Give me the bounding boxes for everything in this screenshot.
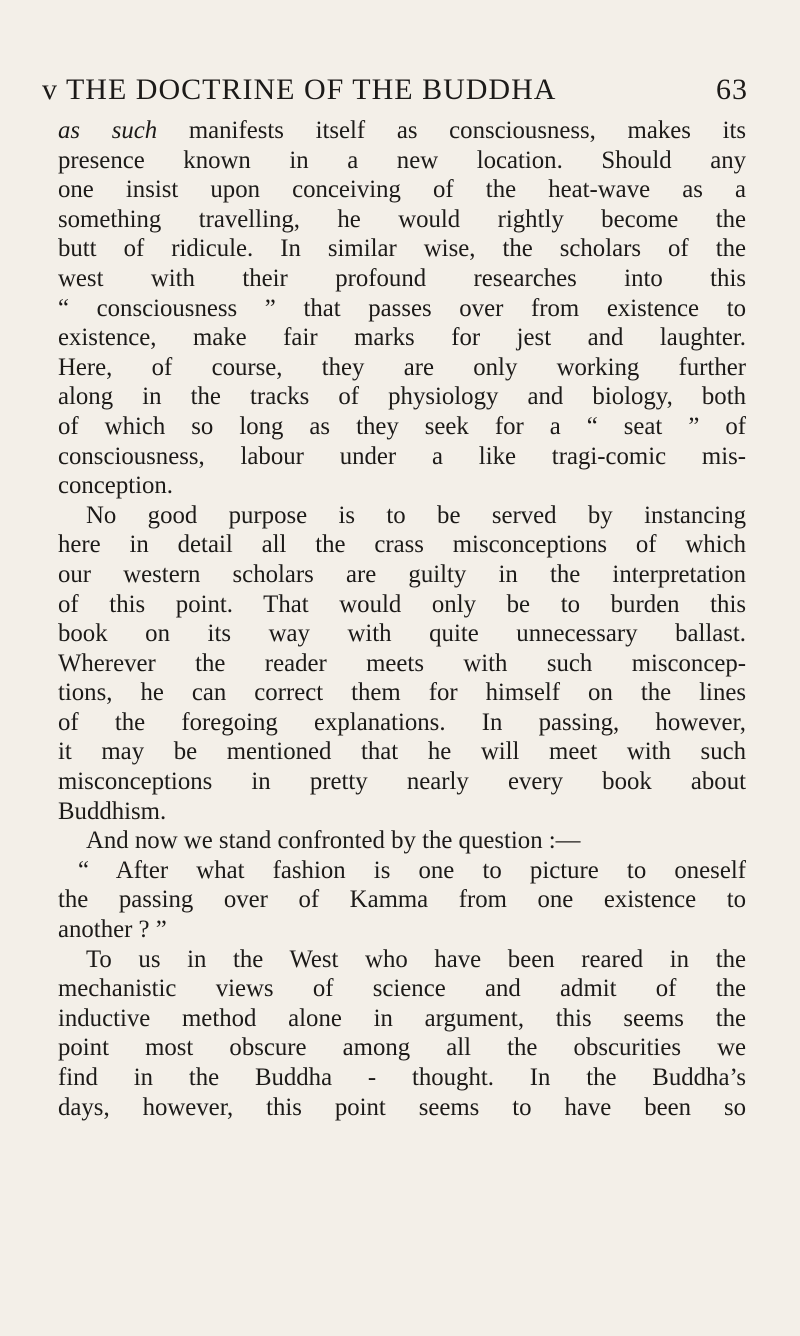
text-line (58, 856, 746, 886)
text-line (58, 1004, 746, 1034)
line-text: of the foregoing explanations. In passing, however, (58, 708, 746, 736)
line-text: our western scholars are guilty in the interpretation (58, 560, 746, 588)
text-line (58, 382, 746, 412)
line-text: inductive method alone in argument, this seems the (58, 1004, 746, 1032)
text-line (58, 442, 746, 472)
line-text: Wherever the reader meets with such misconcep- (58, 649, 746, 677)
text-line (58, 353, 746, 383)
line-text: manifests itself as consciousness, makes its (157, 117, 746, 144)
text-line (58, 412, 746, 442)
text-line (58, 974, 746, 1004)
running-head (40, 68, 748, 112)
line-text: misconceptions in pretty nearly every book about (58, 768, 746, 796)
line-text: “ consciousness ” that passes over from existence to (58, 294, 746, 322)
line-text: of this point. That would only be to burden this (58, 590, 746, 618)
text-line (58, 323, 746, 353)
text-line (58, 708, 746, 738)
text-line (58, 501, 746, 531)
chapter-title: THE DOCTRINE OF THE BUDDHA (65, 73, 557, 106)
text-line (58, 797, 746, 827)
page-number: 63 (716, 73, 748, 106)
line-text: something travelling, he would rightly become the (58, 205, 746, 233)
line-text: No good purpose is to be served by instancing (86, 501, 746, 529)
text-line (58, 264, 746, 294)
text-line (58, 116, 746, 146)
chapter-number: v (42, 73, 58, 106)
body-text (58, 116, 746, 1122)
line-text: butt of ridicule. In similar wise, the scholars of the (58, 235, 746, 263)
text-line (58, 649, 746, 679)
line-text: Here, of course, they are only working further (58, 353, 746, 381)
line-text: To us in the West who have been reared in the (86, 945, 746, 973)
text-line (58, 915, 746, 945)
line-text: it may be mentioned that he will meet with such (58, 738, 746, 766)
text-line (58, 530, 746, 560)
italic-phrase: as such (58, 117, 158, 144)
text-line (58, 619, 746, 649)
text-line (58, 294, 746, 324)
text-line (58, 885, 746, 915)
text-line (58, 826, 746, 856)
line-text: mechanistic views of science and admit of the (58, 975, 746, 1003)
line-text: And now we stand confronted by the question :— (86, 827, 581, 855)
line-text: the passing over of Kamma from one existence to (58, 886, 746, 914)
text-line (58, 146, 746, 176)
text-line (58, 767, 746, 797)
line-text: existence, make fair marks for jest and laughter. (58, 324, 746, 352)
text-line (58, 1093, 746, 1123)
line-text: consciousness, labour under a like tragi-comic mis- (58, 442, 746, 470)
line-text: along in the tracks of physiology and biology, both (58, 383, 746, 411)
line-text: another ? ” (58, 916, 167, 944)
line-text: west with their profound researches into this (58, 264, 746, 292)
book-page (40, 68, 748, 1122)
text-line (58, 234, 746, 264)
line-text: point most obscure among all the obscurities we (58, 1034, 746, 1062)
line-text: here in detail all the crass misconceptions of which (58, 531, 746, 559)
line-text: days, however, this point seems to have been so (58, 1093, 746, 1121)
text-line (58, 175, 746, 205)
text-line (58, 1063, 746, 1093)
text-line (58, 590, 746, 620)
line-text: of which so long as they seek for a “ seat ” of (58, 412, 746, 440)
line-text: tions, he can correct them for himself on the lines (58, 679, 746, 707)
line-text: “ After what fashion is one to picture to oneself (78, 856, 746, 884)
text-line (58, 737, 746, 767)
text-line (58, 471, 746, 501)
line-text: one insist upon conceiving of the heat-wave as a (58, 176, 746, 204)
line-text: conception. (58, 472, 173, 500)
line-text: find in the Buddha - thought. In the Buddha’s (58, 1064, 746, 1091)
text-line (58, 678, 746, 708)
text-line (58, 205, 746, 235)
line-text: presence known in a new location. Should any (58, 146, 746, 174)
line-text: book on its way with quite unnecessary ballast. (58, 620, 746, 648)
text-line (58, 560, 746, 590)
text-line (58, 945, 746, 975)
line-text: Buddhism. (58, 797, 167, 825)
text-line (58, 1033, 746, 1063)
